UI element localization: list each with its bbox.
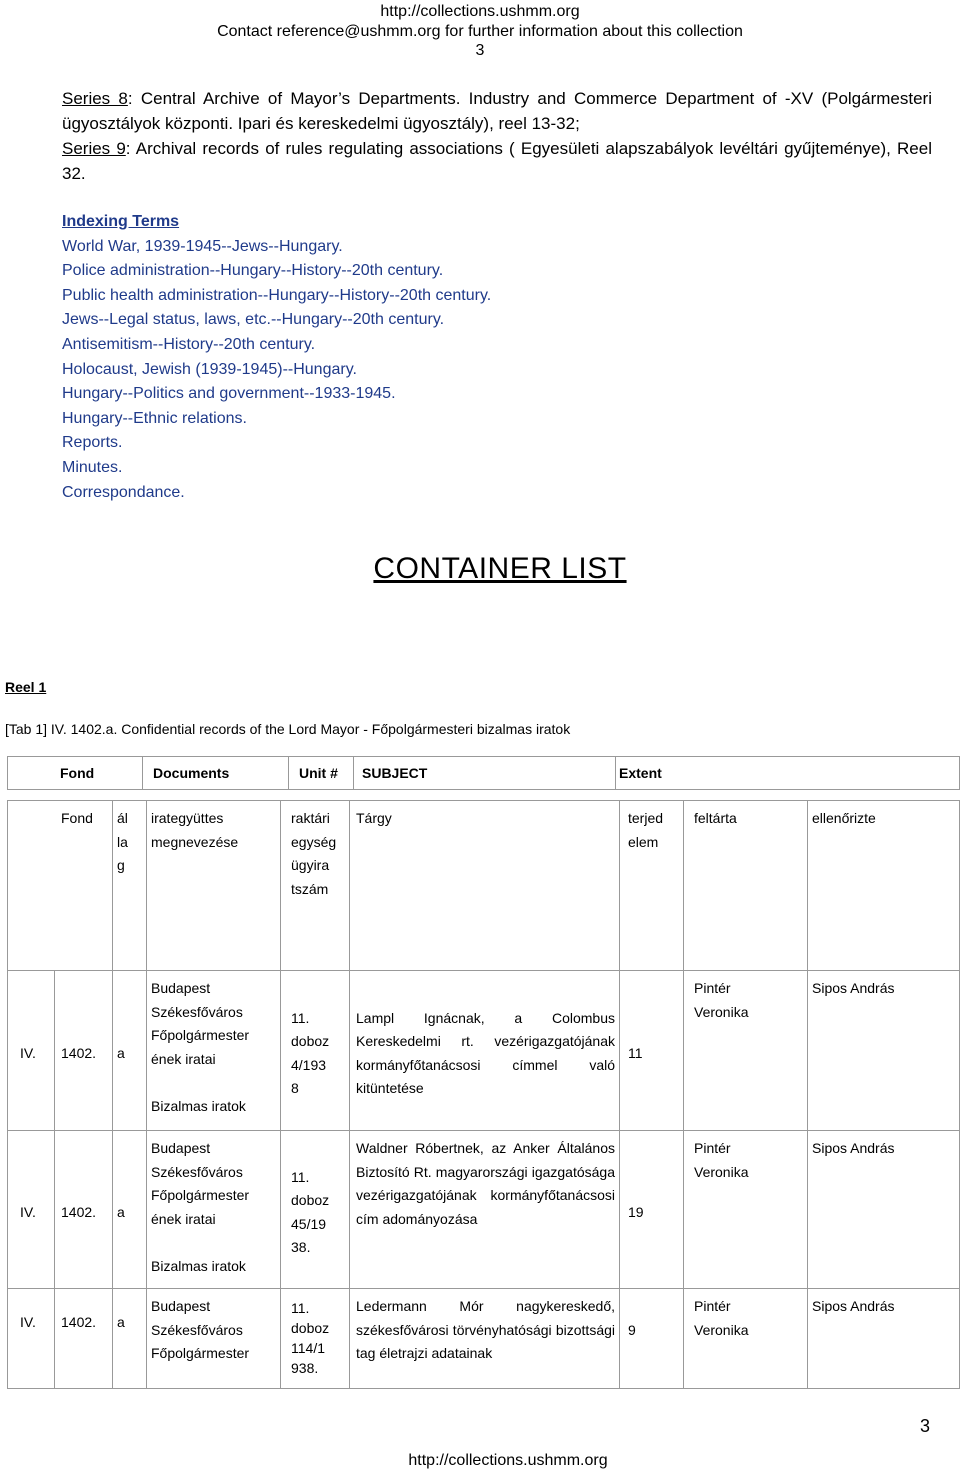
indexing-term: World War, 1939-1945--Jews--Hungary. xyxy=(62,237,343,255)
row-fond-a: IV. xyxy=(20,1203,36,1220)
indexing-term: Public health administration--Hungary--History--20th century. xyxy=(62,286,492,304)
indexing-title: Indexing Terms xyxy=(62,213,180,230)
series-8 xyxy=(62,86,932,136)
series-8-text: : Central Archive of Mayor’s Departments. Industry and Commerce Department of -XV (Polgármesteri ügyosztályok központi. Ipari és kereskedelmi ügyosztály), reel 13-32; xyxy=(62,89,932,133)
header-page-number: 3 xyxy=(475,42,485,59)
row-irat: Budapest Székesfőváros Főpolgármester ének iratai Bizalmas iratok xyxy=(151,980,250,1114)
head-extent: Extent xyxy=(616,757,960,790)
row-ellenorizte: Sipos András xyxy=(812,1298,895,1314)
indexing-term: Jews--Legal status, laws, etc.--Hungary--20th century. xyxy=(62,311,445,329)
series-9 xyxy=(62,136,932,186)
head-unit: Unit # xyxy=(289,757,354,790)
head-documents: Documents xyxy=(143,757,289,790)
row-allag: a xyxy=(117,1044,125,1061)
col-allag: ál la g xyxy=(117,810,128,873)
series-9-label: Series 9 xyxy=(62,139,126,158)
container-header-table xyxy=(7,756,960,790)
series-description xyxy=(62,86,932,186)
row-fond-b: 1402. xyxy=(61,1203,97,1220)
reel-heading: Reel 1 xyxy=(5,679,47,695)
col-ellenorizte: ellenőrizte xyxy=(812,810,876,826)
row-unit: 11. doboz 4/193 8 xyxy=(291,1009,330,1096)
col-irategyuttes: irategyüttes megnevezése xyxy=(151,810,239,850)
row-feltarta: Pintér Veronika xyxy=(694,1140,749,1180)
col-raktari: raktári egység ügyira tszám xyxy=(291,810,337,897)
header-contact: Contact reference@ushmm.org for further information about this collection xyxy=(217,23,743,40)
indexing-term: Reports. xyxy=(62,434,123,452)
page-number: 3 xyxy=(919,1416,930,1436)
container-list-table xyxy=(7,800,960,1389)
indexing-term: Correspondance. xyxy=(62,483,185,501)
row-allag: a xyxy=(117,1203,125,1220)
header-url: http://collections.ushmm.org xyxy=(380,3,580,20)
indexing-term: Hungary--Politics and government--1933-1945. xyxy=(62,385,396,403)
series-8-label: Series 8 xyxy=(62,89,128,108)
row-extent: 19 xyxy=(628,1203,644,1220)
tab-description: [Tab 1] IV. 1402.a. Confidential records of the Lord Mayor - Főpolgármesteri bizalmas iratok xyxy=(5,721,571,737)
row-irat: Budapest Székesfőváros Főpolgármester ének iratai Bizalmas iratok xyxy=(151,1140,250,1274)
row-fond-a: IV. xyxy=(20,1314,36,1330)
head-fond: Fond xyxy=(8,757,143,790)
column-header-row xyxy=(8,801,960,971)
row-allag: a xyxy=(117,1314,125,1330)
table-row xyxy=(8,1131,960,1289)
row-subject: Lampl Ignácnak, a Colombus Kereskedelmi rt. vezérigazgatójának kormányfőtanácsosi címmel való kitüntetése xyxy=(356,1009,615,1096)
indexing-term: Antisemitism--History--20th century. xyxy=(62,335,316,353)
indexing-term: Hungary--Ethnic relations. xyxy=(62,409,247,427)
col-terjed: terjed elem xyxy=(628,810,664,850)
row-subject: Ledermann Mór nagykereskedő, székesfővárosi törvényhatósági bizottsági tag életrajzi adatainak xyxy=(356,1298,615,1361)
row-ellenorizte: Sipos András xyxy=(812,1140,895,1156)
row-unit: 11. doboz 114/1 938. xyxy=(291,1300,330,1376)
indexing-term: Holocaust, Jewish (1939-1945)--Hungary. xyxy=(62,360,357,378)
row-irat: Budapest Székesfőváros Főpolgármester xyxy=(151,1298,250,1361)
footer-url: http://collections.ushmm.org xyxy=(408,1452,608,1469)
series-9-text: : Archival records of rules regulating associations ( Egyesületi alapszabályok levéltári gyűjteménye), Reel 32. xyxy=(62,139,932,183)
row-subject: Waldner Róbertnek, az Anker Általános Biztosító Rt. magyarországi igazgatósága vezérigazgatójának kormányfőtanácsosi cím adományozása xyxy=(356,1140,615,1227)
row-unit: 11. doboz 45/19 38. xyxy=(291,1168,330,1255)
row-fond-a: IV. xyxy=(20,1044,36,1061)
row-extent: 9 xyxy=(628,1322,636,1338)
row-feltarta: Pintér Veronika xyxy=(694,1298,749,1338)
row-fond-b: 1402. xyxy=(61,1044,97,1061)
table-row xyxy=(8,971,960,1131)
head-subject: SUBJECT xyxy=(354,757,616,790)
row-ellenorizte: Sipos András xyxy=(812,980,895,996)
indexing-term: Police administration--Hungary--History--20th century. xyxy=(62,262,444,280)
col-feltarta: feltárta xyxy=(694,810,737,826)
container-list-title: CONTAINER LIST xyxy=(373,552,627,585)
col-targy: Tárgy xyxy=(356,810,392,826)
row-extent: 11 xyxy=(628,1044,643,1061)
row-feltarta: Pintér Veronika xyxy=(694,980,749,1020)
table-row xyxy=(8,1289,960,1389)
indexing-term: Minutes. xyxy=(62,458,123,476)
col-fond: Fond xyxy=(61,810,93,826)
indexing-terms xyxy=(62,210,491,505)
row-fond-b: 1402. xyxy=(61,1314,97,1330)
